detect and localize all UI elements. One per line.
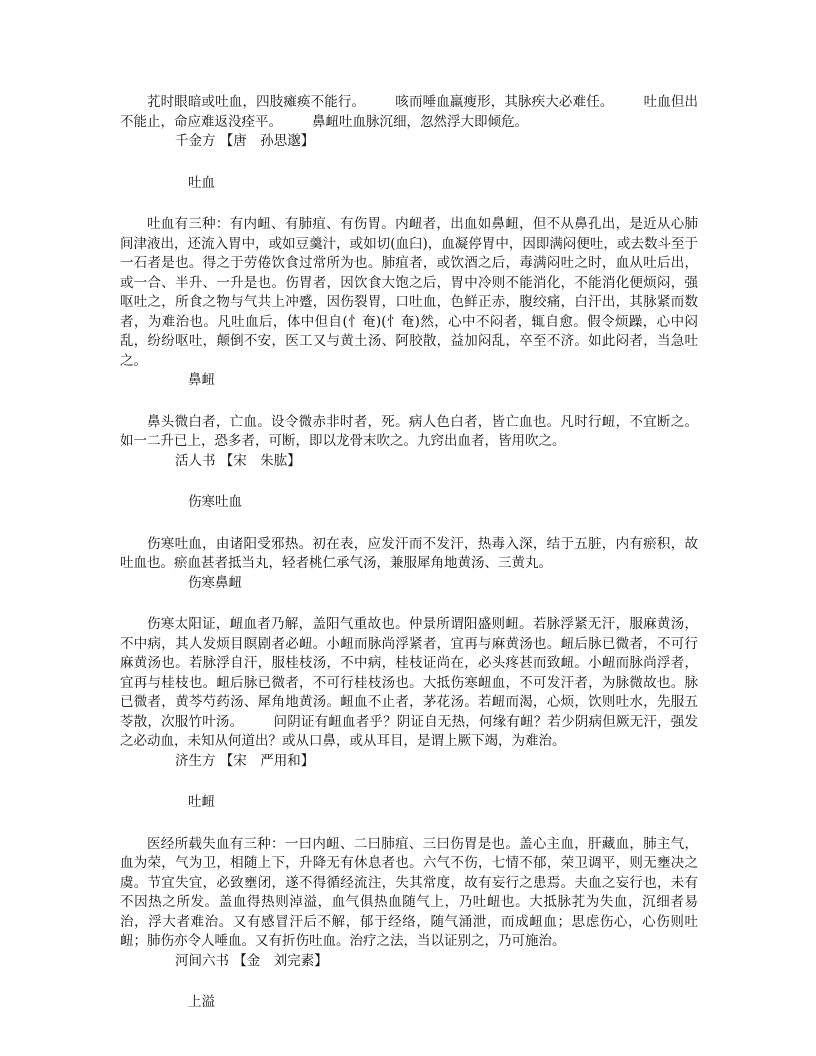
- text-segment: 鼻衄吐血脉沉细，忽然浮大即倾危。: [312, 113, 528, 130]
- paragraph-cold-epistaxis: [120, 615, 698, 752]
- section-heading: 上溢: [188, 994, 215, 1010]
- section-heading: 吐衄: [188, 794, 215, 810]
- text-segment: 伤寒太阳证，衄血者乃解，盖阳气重故也。仲景所谓阳盛则衄。若脉浮紧无汗，服麻黄汤，不中病，其人发烦目瞑剧者必衄。小衄而脉尚浮紧者，宜再与麻黄汤也。衄后脉已微者，不可行麻黄汤也。若脉浮自汗，服桂枝汤，不中病，桂枝证尚在，必头疼甚而致衄。小衄而脉尚浮者，宜再与桂枝也。衄后脉已微者，不可行桂枝汤也。大抵伤寒衄血，不可发汗者，为脉微故也。脉已微者，黄芩芍药汤、犀角地黄汤。衄血不止者，茅花汤。若衄而渴，心烦，饮则吐水，先服五苓散，次服竹叶汤。: [120, 616, 698, 730]
- document-body: [120, 93, 698, 1013]
- text-segment: 咳而唾血羸瘦形，其脉疾大必难任。: [395, 94, 614, 110]
- section-heading: 伤寒吐血: [188, 494, 242, 510]
- text-segment: 吐血有三种：有内衄、有肺疽、有伤胃。内衄者，出血如鼻衄，但不从鼻孔出，是近从心肺间津液出，还流入胃中，或如豆羹汁，或如切(血臼)，血凝停胃中，因即满闷便吐，或去数斗至于一石者是也。得之于劳倦饮食过常所为也。肺疽者，或饮酒之后，毒满闷吐之时，血从吐后出，或一合、半升、一升是也。伤胃者，因饮食大饱之后，胃中冷则不能消化，不能消化便烦闷，强呕吐之，所食之物与气共上冲蹙，因伤裂胃，口吐血，色鲜正赤，腹绞痛，白汗出，其脉紧而数者，为难治也。凡吐血后，体中但自(忄奄)(忄奄)然，心中不闷者，辄自愈。假令烦躁，心中闷乱，纷纷呕吐，颠倒不安，医工又与黄土汤、阿胶散，益加闷乱，卒至不济。如此闷者，当急吐之。: [120, 216, 698, 369]
- paragraph-hematemesis: [120, 215, 698, 371]
- section-heading: 吐血: [188, 174, 215, 191]
- paragraph-vomiting-bleeding: [120, 835, 698, 952]
- text-segment: 伤寒吐血，由诸阳受邪热。初在表，应发汗而不发汗，热毒入深，结于五脏，内有瘀积，故吐血也。瘀血甚者抵当丸，轻者桃仁承气汤，兼服犀角地黄汤、三黄丸。: [120, 535, 698, 571]
- source-citation: 济生方 【宋 严用和】: [175, 752, 315, 769]
- text-segment: 鼻头微白者，亡血。设令微赤非时者，死。病人色白者，皆亡血也。凡时行衄，不宜断之。如一二升已上，恐多者，可断，即以龙骨末吹之。九窍出血者，皆用吹之。: [120, 413, 698, 449]
- text-segment: 吐血但出不能止，命应难返没痊平。: [120, 94, 699, 130]
- text-segment: 医经所载失血有三种：一曰内衄、二曰肺疽、三曰伤胃是也。盖心主血，肝藏血，肺主气，血为荣，气为卫，相随上下，升降无有休息者也。六气不伤，七情不郁，荣卫调平，则无壅决之虞。节宜失宜，必致壅闭，遂不得循经流注，失其常度，故有妄行之患焉。夫血之妄行也，未有不因热之所发。盖血得热则淖溢，血气俱热血随气上，乃吐衄也。大抵脉芤为失血，沉细者易治，浮大者难治。又有感冒汗后不解，郁于经络，随气涌泄，而成衄血；思虑伤心，心伤则吐衄；肺伤亦令人唾血。又有折伤吐血。治疗之法，当以证别之，乃可施治。: [120, 835, 698, 949]
- text-segment: 芤时眼暗或吐血，四肢瘫痪不能行。: [147, 94, 366, 110]
- source-citation: 千金方 【唐 孙思邈】: [175, 133, 315, 149]
- paragraph-epistaxis: [120, 413, 698, 452]
- section-heading: 伤寒鼻衄: [188, 574, 242, 591]
- paragraph-pulse-verse: [120, 93, 698, 132]
- text-segment: 问阴证有衄血者乎？阴证自无热，何缘有衄？若少阴病但厥无汗，强发之必动血，未知从何道出？或从口鼻，或从耳目，是谓上厥下竭，为难治。: [120, 713, 699, 749]
- paragraph-cold-hematemesis: [120, 535, 698, 574]
- source-citation: 活人书 【宋 朱肱】: [175, 452, 301, 469]
- source-citation: 河间六书 【金 刘完素】: [175, 952, 328, 969]
- section-heading: 鼻衄: [188, 372, 215, 388]
